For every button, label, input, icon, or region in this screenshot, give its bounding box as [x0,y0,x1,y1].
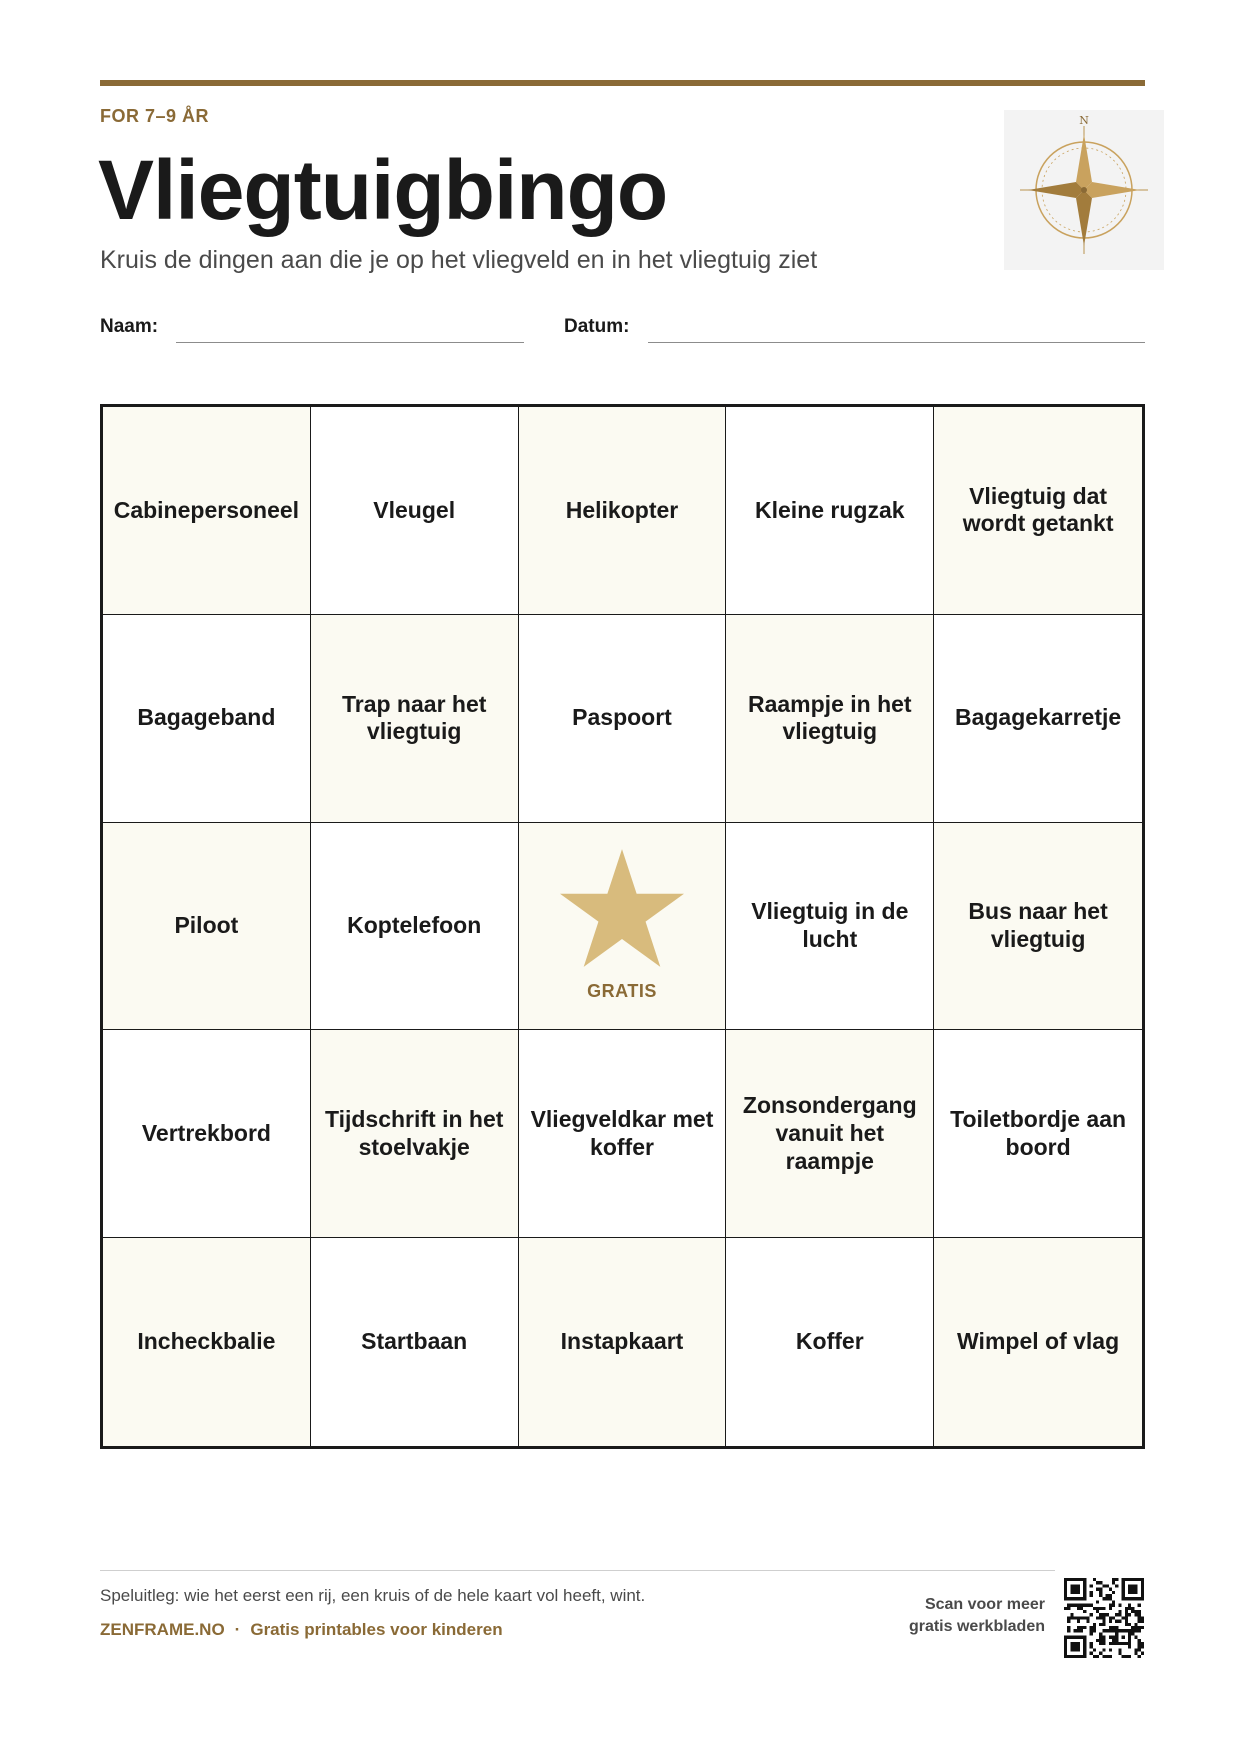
brand-tagline: Gratis printables voor kinderen [250,1620,503,1639]
scan-prompt [845,1594,1045,1637]
bingo-cell[interactable] [311,823,519,1031]
bingo-cell-label: Paspoort [572,704,672,731]
compass-rose-icon [1004,110,1164,270]
bingo-card [100,404,1145,1449]
bingo-cell[interactable] [934,1238,1142,1446]
bingo-cell[interactable] [311,615,519,823]
bingo-cell[interactable] [726,407,934,615]
top-rule [100,80,1145,86]
bingo-cell-label: Kleine rugzak [755,496,905,523]
footer-brand [100,1620,503,1640]
bingo-cell[interactable] [934,407,1142,615]
bingo-cell[interactable] [726,1030,934,1238]
bingo-cell[interactable] [519,407,727,615]
compass-north-label: N [1079,114,1089,127]
brand-separator: · [234,1620,241,1639]
bingo-cell[interactable] [934,1030,1142,1238]
bingo-cell-label: Raampje in het vliegtuig [747,690,912,745]
name-field[interactable] [176,342,524,343]
bingo-cell-label: Wimpel of vlag [957,1328,1120,1355]
bingo-cell-label: Bus naar het vliegtuig [968,898,1108,952]
bingo-cell[interactable] [103,823,311,1031]
bingo-cell[interactable] [311,1238,519,1446]
qr-code-icon[interactable] [1064,1578,1144,1658]
scan-line-1: Scan voor meer [924,1596,1045,1613]
name-label: Naam: [100,316,159,337]
bingo-cell-label: Trap naar het vliegtuig [341,690,487,745]
bingo-cell-label: Bagageband [137,704,276,731]
bingo-cell[interactable] [934,823,1142,1031]
bingo-cell[interactable] [311,407,519,615]
bingo-cell[interactable] [726,823,934,1031]
bingo-cell[interactable] [103,1238,311,1446]
bingo-cell-label: Tijdschrift in het stoelvakje [324,1106,504,1160]
bingo-cell[interactable] [311,1030,519,1238]
bingo-cell-label: Bagagekarretje [954,704,1122,731]
bingo-cell[interactable] [519,615,727,823]
bingo-cell-label: Instapkaart [560,1328,684,1355]
bingo-cell-label: Startbaan [361,1328,468,1355]
bingo-cell[interactable] [519,1030,727,1238]
date-label: Datum: [564,316,630,337]
game-rules: Speluitleg: wie het eerst een rij, een kruis of de hele kaart vol heeft, wint. [100,1586,646,1605]
age-label: FOR 7–9 ÅR [100,106,210,126]
bingo-cell-label: Zonsondergang vanuit het raampje [742,1092,917,1174]
bingo-cell-label: Vliegtuig dat wordt getankt [962,482,1114,537]
date-field[interactable] [648,342,1145,343]
bingo-cell[interactable] [519,1238,727,1446]
scan-line-2: gratis werkbladen [908,1617,1045,1635]
bingo-cell-label: Koptelefoon [347,912,482,939]
bingo-cell-label: Cabinepersoneel [113,496,300,523]
bingo-cell-label: Vliegveldkar met koffer [530,1106,714,1160]
bingo-cell[interactable] [934,615,1142,823]
page-subtitle: Kruis de dingen aan die je op het vliegveld en in het vliegtuig ziet [100,246,818,274]
bingo-cell[interactable] [726,615,934,823]
bingo-cell[interactable] [103,407,311,615]
bingo-cell[interactable] [726,1238,934,1446]
bingo-cell[interactable] [103,1030,311,1238]
page-title: Vliegtuigbingo [98,143,668,237]
bingo-cell-label: Toiletbordje aan boord [950,1106,1127,1160]
free-label: GRATIS [587,981,657,1002]
bingo-cell-label: Incheckbalie [137,1328,276,1355]
bingo-cell-label: Piloot [174,912,239,939]
bingo-cell-label: Vleugel [373,496,456,523]
bingo-cell-label: Koffer [795,1328,864,1355]
bingo-cell-label: Helikopter [565,496,679,523]
footer-divider [100,1570,1055,1571]
bingo-cell-label: Vliegtuig in de lucht [751,898,909,952]
bingo-cell[interactable] [103,615,311,823]
bingo-cell-free[interactable] [519,823,727,1031]
brand-name[interactable]: ZENFRAME.NO [100,1620,225,1639]
bingo-cell-label: Vertrekbord [141,1119,271,1146]
star-icon [560,849,684,967]
